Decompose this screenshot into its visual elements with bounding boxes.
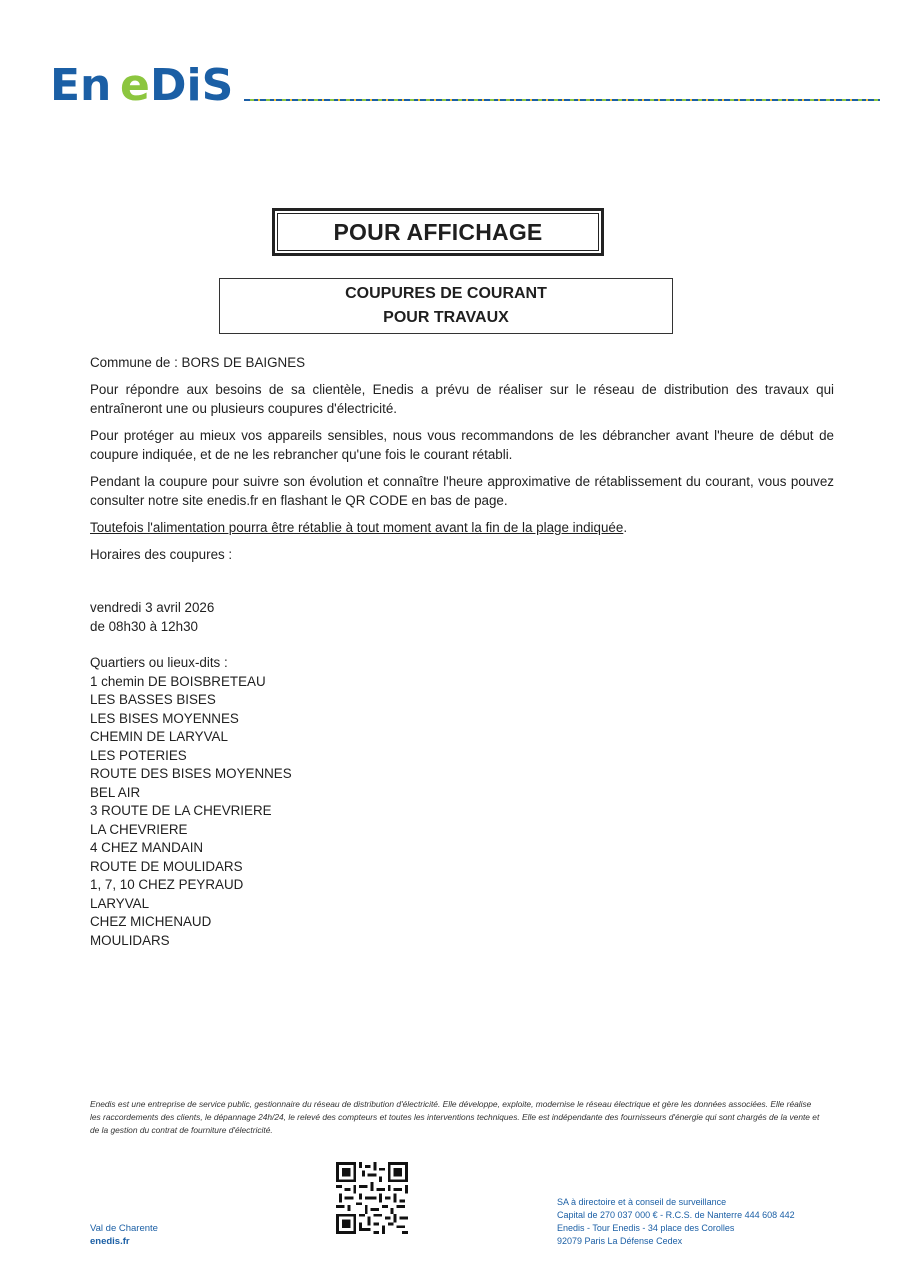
legal-notice: Enedis est une entreprise de service public, gestionnaire du réseau de distribution d'électricité. Elle développe, exploite, modernise le réseau électrique et gère les données associées. Elle réalise les raccordements des clients, le dépannage 24h/24, le relevé des compteurs et toutes les interventions techniques. Elle est indépendante des fournisseurs d'énergie qui sont chargés de la vente et de la gestion du contrat de fourniture d'électricité.	[90, 1099, 820, 1135]
subtitle-line-1: COUPURES DE COURANT	[345, 285, 547, 302]
place-item: CHEMIN DE LARYVAL	[90, 729, 228, 744]
paragraph-works: Pour répondre aux besoins de sa clientèle, Enedis a prévu de réaliser sur le réseau de distribution des travaux qui entraîneront une ou plusieurs coupures d'électricité.	[90, 382, 834, 416]
footer-company-info	[557, 1196, 795, 1248]
place-item: LARYVAL	[90, 895, 150, 911]
place-item: ROUTE DE MOULIDARS	[90, 858, 243, 874]
warning-underlined: Toutefois l'alimentation pourra être rétablie à tout moment avant la fin de la plage indiquée	[90, 520, 624, 535]
qr-code-icon	[336, 1162, 408, 1234]
svg-text:DiS: DiS	[150, 62, 234, 104]
place-item: 1 chemin DE BOISBRETEAU	[90, 673, 266, 689]
places-label: Quartiers ou lieux-dits :	[90, 655, 228, 670]
place-item: MOULIDARS	[90, 932, 170, 948]
place-item: 4 CHEZ MANDAIN	[90, 840, 204, 855]
footer-site-link[interactable]: enedis.fr	[90, 1236, 130, 1247]
place-item: LA CHEVRIERE	[90, 821, 188, 837]
place-item: CHEZ MICHENAUD	[90, 914, 212, 929]
place-item: ROUTE DES BISES MOYENNES	[90, 766, 292, 781]
place-item: LES BASSES BISES	[90, 692, 216, 707]
title-box	[272, 208, 604, 256]
company-line: 92079 Paris La Défense Cedex	[557, 1236, 683, 1246]
place-item: 1, 7, 10 CHEZ PEYRAUD	[90, 877, 244, 892]
footer-region: Val de Charente	[90, 1223, 158, 1234]
place-item: LES BISES MOYENNES	[90, 710, 239, 726]
qr-code[interactable]	[336, 1162, 408, 1239]
place-item: 3 ROUTE DE LA CHEVRIERE	[90, 803, 272, 818]
warning-end: .	[623, 520, 628, 535]
company-line: Capital de 270 037 000 € - R.C.S. de Nanterre 444 608 442	[557, 1210, 795, 1220]
subtitle-line-2: POUR TRAVAUX	[383, 309, 509, 326]
company-line: Enedis - Tour Enedis - 34 place des Corolles	[557, 1223, 735, 1233]
place-item: BEL AIR	[90, 784, 141, 800]
footer-left	[90, 1222, 158, 1248]
subtitle-box	[219, 278, 673, 334]
schedule	[90, 598, 834, 636]
paragraph-protect: Pour protéger au mieux vos appareils sensibles, nous vous recommandons de les débrancher avant l'heure de début de coupure indiquée, et de ne les rebrancher qu'une fois le courant rétabli.	[90, 428, 834, 462]
enedis-logo	[50, 62, 238, 104]
enedis-logo-mark	[50, 62, 238, 104]
svg-text:En: En	[50, 62, 112, 104]
notice-body	[90, 353, 834, 950]
paragraph-follow: Pendant la coupure pour suivre son évolution et connaître l'heure approximative de rétablissement du courant, vous pouvez consulter notre site enedis.fr en flashant le QR CODE en bas de page.	[90, 474, 834, 508]
places-list	[90, 654, 834, 950]
schedule-time: de 08h30 à 12h30	[90, 619, 198, 634]
commune: Commune de : BORS DE BAIGNES	[90, 355, 306, 370]
svg-text:e: e	[120, 62, 150, 104]
horaires-label: Horaires des coupures :	[90, 547, 233, 562]
company-line: SA à directoire et à conseil de surveillance	[557, 1197, 727, 1207]
paragraph-warning	[90, 518, 834, 537]
page-title: POUR AFFICHAGE	[277, 213, 599, 251]
header-divider	[244, 99, 880, 101]
schedule-date: vendredi 3 avril 2026	[90, 600, 215, 615]
place-item: LES POTERIES	[90, 747, 187, 763]
